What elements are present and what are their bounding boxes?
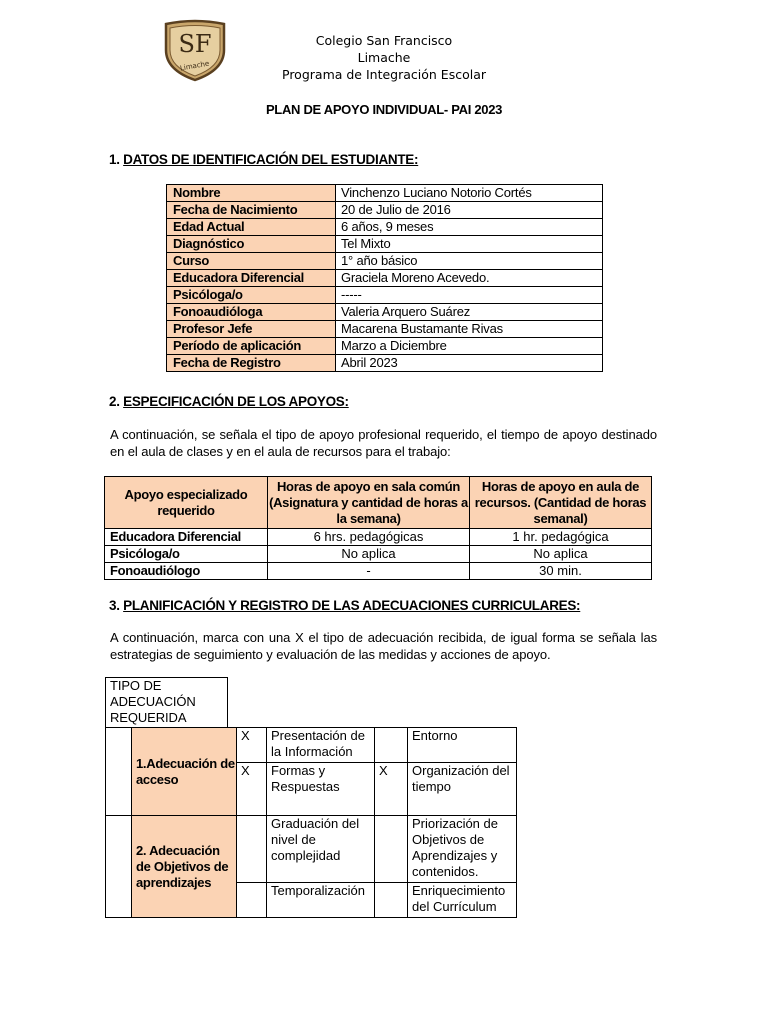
- table-row: [167, 355, 603, 372]
- field-label: Nombre: [167, 185, 336, 202]
- school-name: Colegio San Francisco: [315, 33, 453, 48]
- table-row: [105, 546, 652, 563]
- field-value: Vinchenzo Luciano Notorio Cortés: [336, 185, 603, 202]
- section-1-heading: 1. DATOS DE IDENTIFICACIÓN DEL ESTUDIANTE:: [109, 152, 419, 167]
- table-row: [167, 202, 603, 219]
- document-title: PLAN DE APOYO INDIVIDUAL- PAI 2023: [265, 102, 503, 117]
- table-row: [106, 816, 517, 883]
- field-value: Graciela Moreno Acevedo.: [336, 270, 603, 287]
- supports-table: [104, 476, 652, 580]
- sala-hours: -: [268, 563, 470, 580]
- adecuacion-item: Graduación del nivel de complejidad: [267, 816, 375, 883]
- check-mark: [375, 816, 408, 883]
- field-value: -----: [336, 287, 603, 304]
- table-row: [167, 338, 603, 355]
- field-value: Abril 2023: [336, 355, 603, 372]
- adecuacion-item: Organización del tiempo: [408, 763, 517, 816]
- table-row: [167, 287, 603, 304]
- table-row: [105, 529, 652, 546]
- section-3-intro: A continuación, marca con una X el tipo de adecuación recibida, de igual forma se señala las estrategias de seguimiento y evaluación de las medidas y acciones de apoyo.: [110, 630, 657, 662]
- table-row: [167, 253, 603, 270]
- field-label: Fecha de Registro: [167, 355, 336, 372]
- objetivos-label: 2. Adecuación de Objetivos de aprendizajes: [132, 816, 237, 918]
- field-label: Profesor Jefe: [167, 321, 336, 338]
- supports-header-cell: Horas de apoyo en sala común (Asignatura y cantidad de horas a la semana): [268, 477, 470, 529]
- section-2-heading: 2. ESPECIFICACIÓN DE LOS APOYOS:: [109, 394, 349, 409]
- adecuaciones-table: [105, 727, 517, 918]
- check-mark: [375, 728, 408, 763]
- field-value: Marzo a Diciembre: [336, 338, 603, 355]
- table-row: [106, 728, 517, 763]
- check-mark: [375, 883, 408, 918]
- section-2-intro: A continuación, se señala el tipo de apoyo profesional requerido, el tiempo de apoyo destinado en el aula de clases y en el aula de recursos para el trabajo:: [110, 427, 657, 459]
- tipo-adecuacion-label: TIPO DE ADECUACIÓN REQUERIDA: [105, 677, 228, 727]
- field-value: 20 de Julio de 2016: [336, 202, 603, 219]
- adecuacion-item: Presentación de la Información: [267, 728, 375, 763]
- adecuacion-item: Enriquecimiento del Currículum: [408, 883, 517, 918]
- sala-hours: No aplica: [268, 546, 470, 563]
- section-3-heading: 3. PLANIFICACIÓN Y REGISTRO DE LAS ADECUACIONES CURRICULARES:: [109, 598, 581, 613]
- svg-text:Limache: Limache: [179, 59, 210, 73]
- supports-header-cell: Apoyo especializado requerido: [105, 477, 268, 529]
- table-row: [167, 219, 603, 236]
- field-label: Edad Actual: [167, 219, 336, 236]
- adecuacion-item: Priorización de Objetivos de Aprendizajes y contenidos.: [408, 816, 517, 883]
- field-label: Fecha de Nacimiento: [167, 202, 336, 219]
- adecuacion-item: Entorno: [408, 728, 517, 763]
- support-name: Educadora Diferencial: [105, 529, 268, 546]
- check-mark: [237, 883, 267, 918]
- field-label: Educadora Diferencial: [167, 270, 336, 287]
- identification-table: [166, 184, 603, 372]
- table-row: [167, 185, 603, 202]
- check-mark: [237, 816, 267, 883]
- adecuacion-item: Temporalización: [267, 883, 375, 918]
- field-value: Valeria Arquero Suárez: [336, 304, 603, 321]
- field-label: Diagnóstico: [167, 236, 336, 253]
- support-name: Fonoaudiólogo: [105, 563, 268, 580]
- blank-cell: [106, 816, 132, 918]
- check-mark: X: [375, 763, 408, 816]
- field-value: Macarena Bustamante Rivas: [336, 321, 603, 338]
- table-row: [167, 236, 603, 253]
- field-label: Fonoaudióloga: [167, 304, 336, 321]
- field-label: Período de aplicación: [167, 338, 336, 355]
- recursos-hours: 1 hr. pedagógica: [470, 529, 652, 546]
- program-name: Programa de Integración Escolar: [282, 67, 486, 82]
- check-mark: X: [237, 728, 267, 763]
- adecuacion-item: Formas y Respuestas: [267, 763, 375, 816]
- table-row: [167, 304, 603, 321]
- sala-hours: 6 hrs. pedagógicas: [268, 529, 470, 546]
- supports-header-cell: Horas de apoyo en aula de recursos. (Cantidad de horas semanal): [470, 477, 652, 529]
- field-value: Tel Mixto: [336, 236, 603, 253]
- recursos-hours: No aplica: [470, 546, 652, 563]
- acceso-label: 1.Adecuación de acceso: [132, 728, 237, 816]
- field-label: Psicóloga/o: [167, 287, 336, 304]
- svg-text:SF: SF: [178, 30, 212, 58]
- table-row: [105, 563, 652, 580]
- field-value: 1° año básico: [336, 253, 603, 270]
- school-city: Limache: [357, 50, 411, 65]
- supports-header-row: [105, 477, 652, 529]
- field-value: 6 años, 9 meses: [336, 219, 603, 236]
- table-row: [167, 321, 603, 338]
- table-row: [167, 270, 603, 287]
- support-name: Psicóloga/o: [105, 546, 268, 563]
- check-mark: X: [237, 763, 267, 816]
- blank-cell: [106, 728, 132, 816]
- recursos-hours: 30 min.: [470, 563, 652, 580]
- field-label: Curso: [167, 253, 336, 270]
